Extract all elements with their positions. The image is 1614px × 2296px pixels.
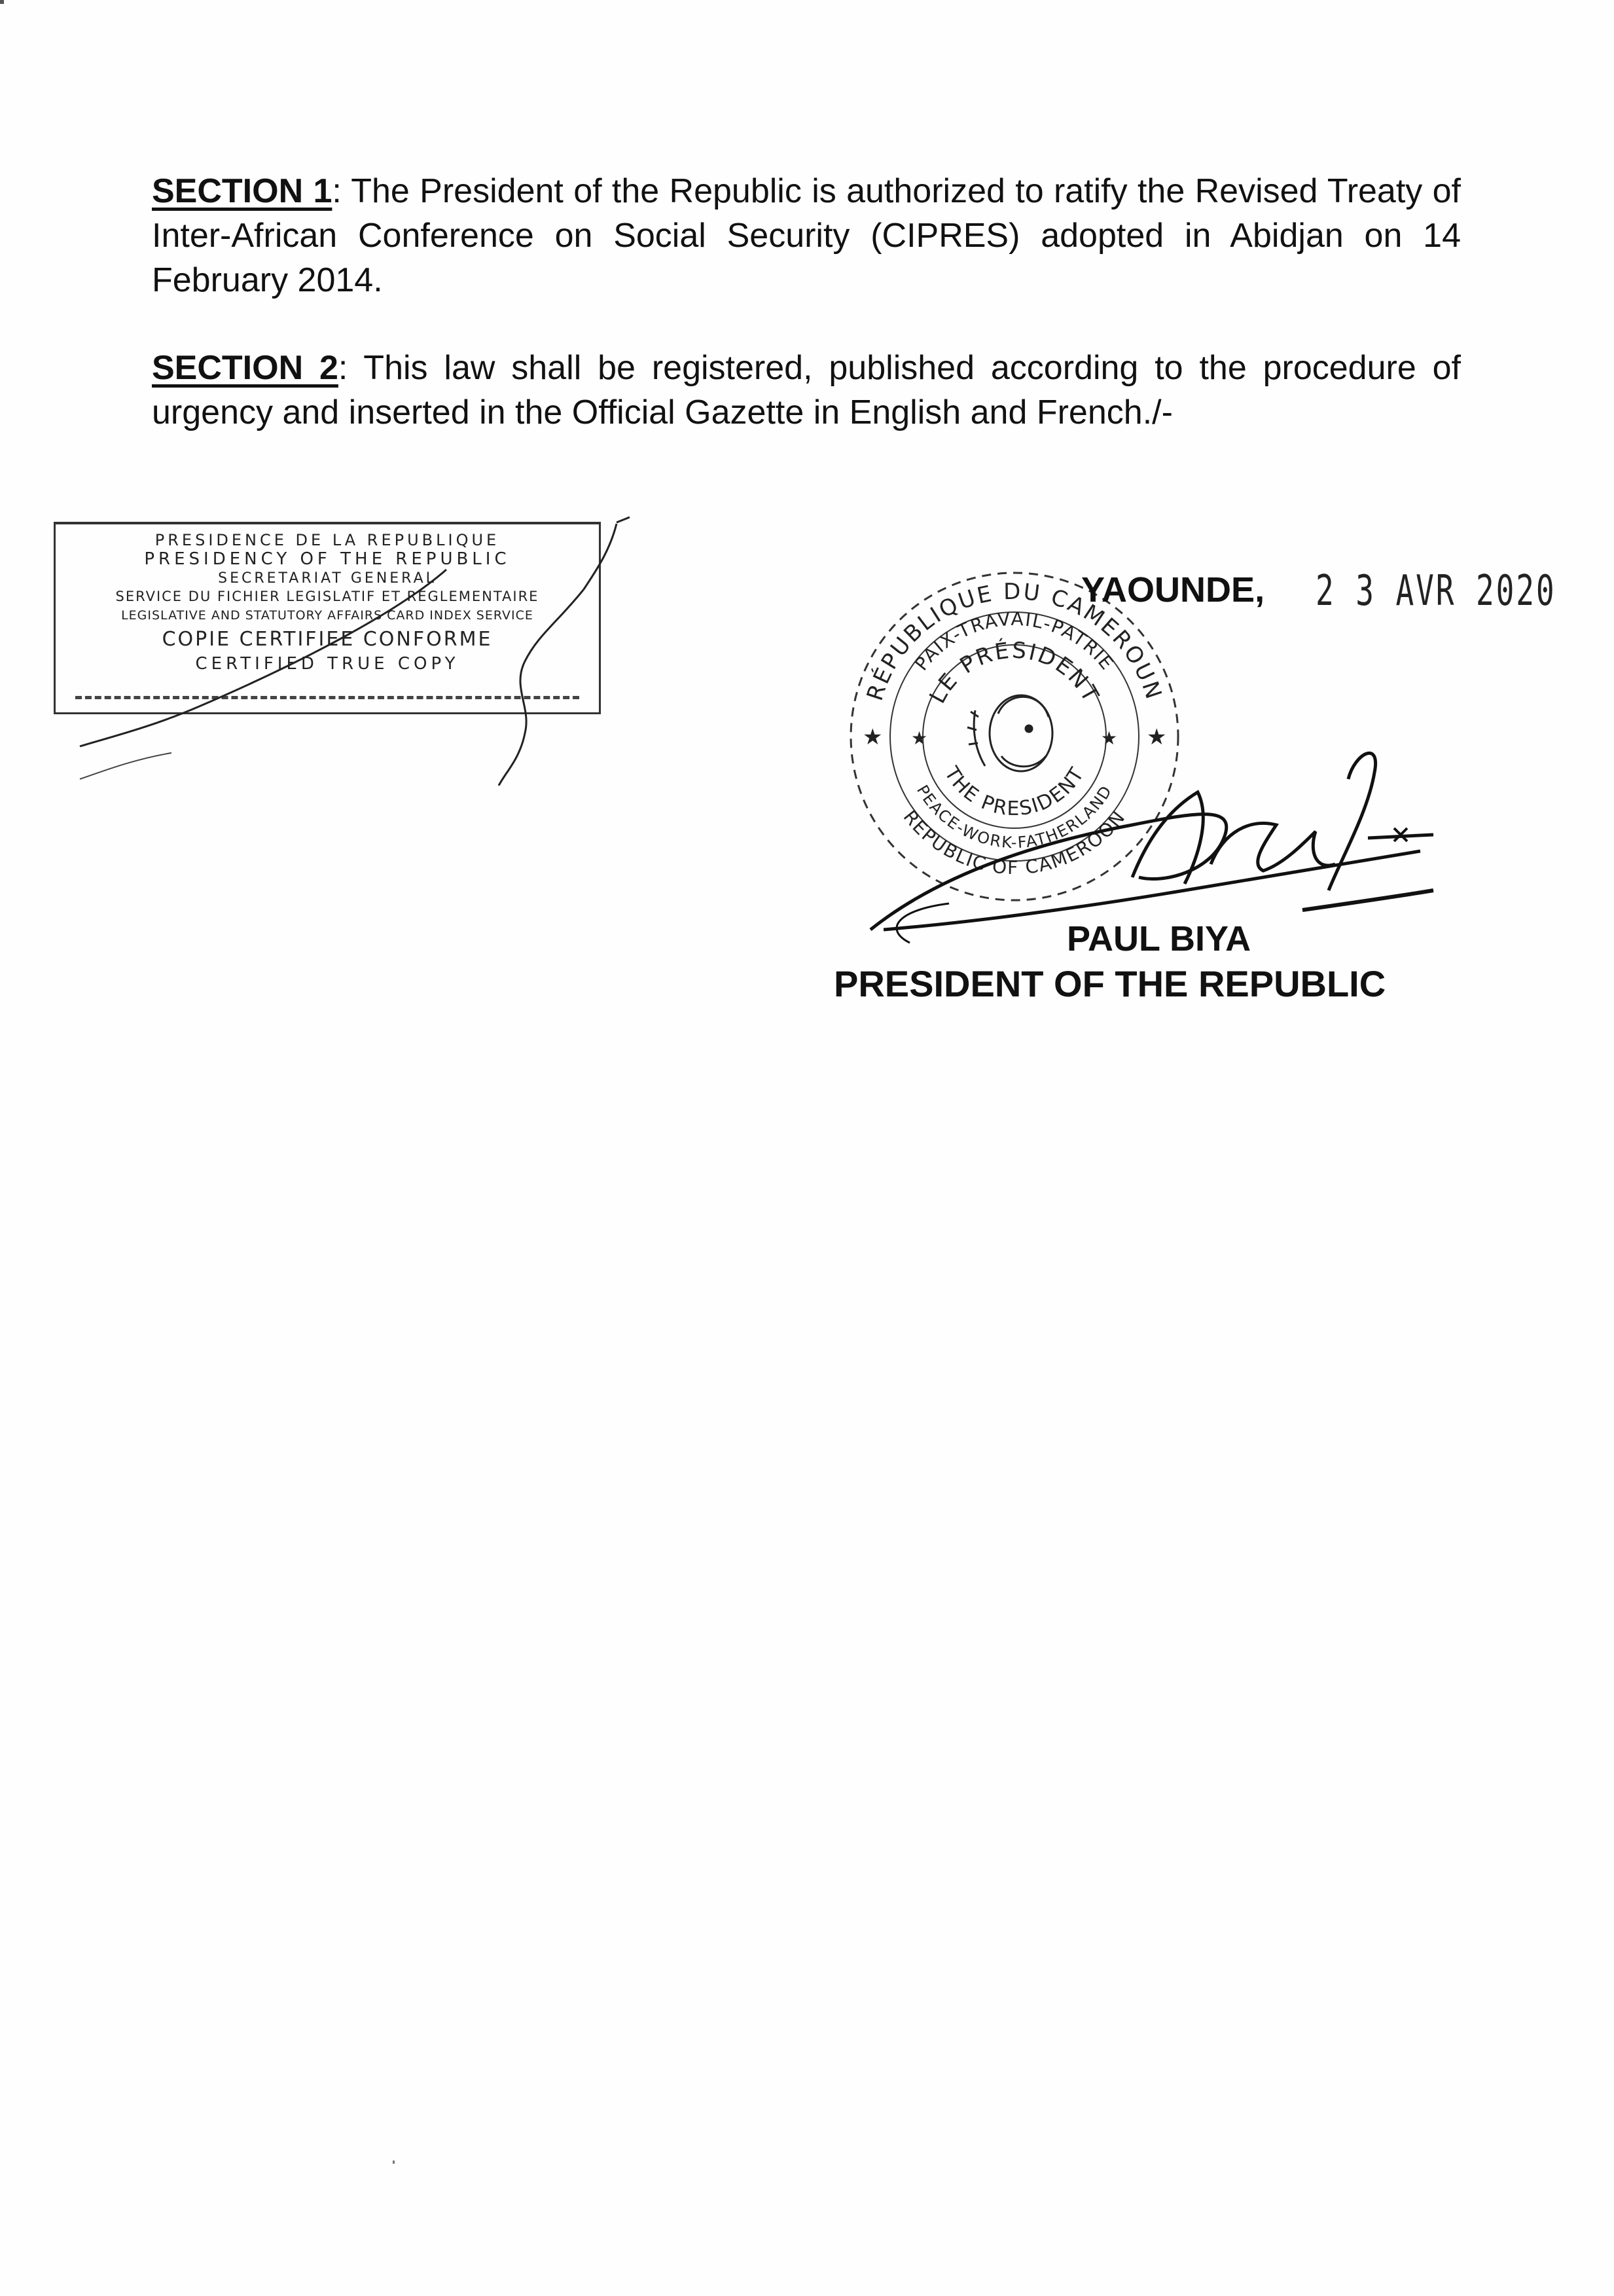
seal-inner-bottom-text: PEACE-WORK-FATHERLAND — [912, 782, 1117, 852]
scan-speck — [393, 2160, 395, 2164]
section-1-heading: SECTION 1 — [152, 172, 332, 210]
signer-title: PRESIDENT OF THE REPUBLIC — [834, 963, 1386, 1004]
section-1-paragraph — [152, 169, 1461, 302]
signature-date-stamp: 2 3 AVR 2020 — [1316, 567, 1556, 615]
section-2-paragraph — [152, 346, 1461, 435]
stamp-dashed-line — [75, 696, 579, 699]
seal-star-icon: ★ — [1147, 724, 1167, 750]
section-2-text: : This law shall be registered, published according to the procedure of urgency and inserted in the Official Gazette in English and French./- — [152, 349, 1461, 431]
signer-name: PAUL BIYA — [1067, 919, 1251, 958]
place-of-signature: YAOUNDE, — [1081, 570, 1265, 610]
stamp-line-service-fr: SERVICE DU FICHIER LEGISLATIF ET REGLEMENTAIRE — [115, 589, 539, 604]
stamp-line-presidence: PRESIDENCE DE LA REPUBLIQUE — [154, 531, 500, 549]
section-2-heading: SECTION 2 — [152, 349, 338, 387]
seal-inner-top-text: PAIX-TRAVAIL-PATRIE — [910, 608, 1119, 675]
certified-copy-stamp — [54, 522, 601, 714]
stamp-line-secretariat: SECRETARIAT GENERAL — [218, 570, 437, 587]
section-1-text: : The President of the Republic is authorized to ratify the Revised Treaty of Inter-African Conference on Social Security (CIPRES) adopted in Abidjan on 14 February 2014. — [152, 172, 1461, 299]
seal-star-icon: ★ — [1101, 727, 1118, 749]
stamp-line-presidency: PRESIDENCY OF THE REPUBLIC — [144, 549, 511, 569]
seal-center-bottom-text: THE PRESIDENT — [939, 763, 1090, 821]
seal-outer-top-text: RÉPUBLIQUE DU CAMEROUN — [861, 578, 1168, 704]
seal-star-icon: ★ — [911, 727, 928, 749]
seal-star-icon: ★ — [863, 724, 883, 750]
stamp-line-copie-conforme: COPIE CERTIFIEE CONFORME — [162, 628, 493, 651]
seal-outer-bottom-text: REPUBLIC OF CAMEROON — [899, 806, 1130, 879]
scan-edge-mark — [0, 0, 4, 4]
stamp-line-service-en: LEGISLATIVE AND STATUTORY AFFAIRS CARD INDEX SERVICE — [121, 608, 533, 623]
seal-center-top-text: LE PRÉSIDENT — [924, 637, 1105, 708]
stamp-line-certified-copy: CERTIFIED TRUE COPY — [195, 654, 459, 674]
